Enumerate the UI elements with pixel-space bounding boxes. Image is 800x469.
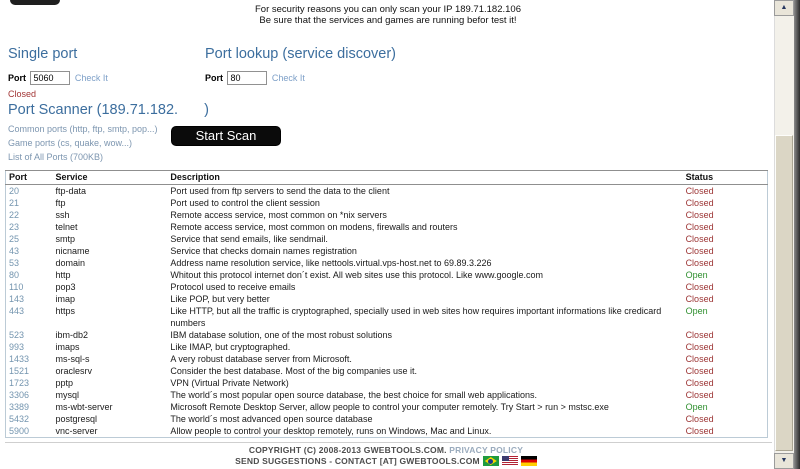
cell-port: 53 [9,258,20,268]
table-row [6,377,768,389]
usa-flag-canton [502,456,509,461]
column-header-service: Service [52,171,167,185]
port-scanner-title [8,102,209,118]
cell-description: Allow people to control your desktop remotely, runs on Windows, Mac and Linux. [170,426,492,436]
scan-links [8,124,158,166]
table-header-row [6,171,768,185]
cell-port: 143 [9,294,25,304]
logo-fragment [10,0,60,5]
table-row [6,197,768,209]
table-row [6,425,768,438]
cell-status: Closed [685,222,714,232]
cell-port: 22 [9,210,20,220]
cell-status: Closed [685,342,714,352]
cell-port: 5432 [9,414,30,424]
security-note-line1: For security reasons you can only scan your IP 189.71.182.106 [255,4,521,15]
footer-divider [5,442,772,443]
cell-service: imap [55,294,75,304]
cell-port: 20 [9,186,20,196]
cell-port: 25 [9,234,20,244]
cell-description: IBM database solution, one of the most robust solutions [170,330,392,340]
cell-description: The world´s most popular open source database, the best choice for small web applications. [170,390,538,400]
cell-status: Closed [685,330,714,340]
all-ports-link[interactable]: List of All Ports (700KB) [8,152,104,162]
cell-service: ftp-data [55,186,86,196]
cell-status: Closed [685,198,714,208]
cell-service: https [55,306,75,316]
table-row [6,353,768,365]
cell-status: Closed [685,294,714,304]
game-ports-link[interactable]: Game ports (cs, quake, wow...) [8,138,133,148]
ports-table [5,170,768,438]
table-row [6,233,768,245]
cell-service: domain [55,258,85,268]
cell-status: Closed [685,354,714,364]
ports-table-body [6,185,768,438]
table-row [6,389,768,401]
cell-status: Closed [685,426,714,436]
cell-status: Closed [685,210,714,220]
cell-service: ssh [55,210,70,220]
cell-service: postgresql [55,414,97,424]
cell-status: Closed [685,234,714,244]
port-lookup-input[interactable] [227,71,267,85]
cell-status: Open [685,306,708,316]
cell-description: Address name resolution service, like nettools.virtual.vps-host.net to 69.89.3.226 [170,258,492,268]
window-edge [794,0,800,469]
cell-service: smtp [55,234,75,244]
germany-flag[interactable] [521,456,537,466]
cell-service: ms-wbt-server [55,402,113,412]
cell-description: A very robust database server from Microsoft. [170,354,352,364]
cell-port: 1723 [9,378,30,388]
cell-status: Closed [685,246,714,256]
table-row [6,329,768,341]
cell-port: 21 [9,198,20,208]
cell-status: Closed [685,390,714,400]
cell-service: ibm-db2 [55,330,88,340]
cell-status: Closed [685,414,714,424]
common-ports-link[interactable]: Common ports (http, ftp, smtp, pop...) [8,124,158,134]
cell-service: pop3 [55,282,76,292]
table-row [6,221,768,233]
copyright-text: COPYRIGHT (C) 2008-2013 GWEBTOOLS.COM. [248,445,447,455]
single-port-result: Closed [8,89,37,99]
cell-port: 993 [9,342,25,352]
cell-description: Protocol used to receive emails [170,282,296,292]
column-header-port: Port [6,171,53,185]
security-note [88,4,688,26]
port-scanner-title-suffix: ) [204,102,209,118]
cell-description: Consider the best database. Most of the big companies use it. [170,366,417,376]
table-row [6,365,768,377]
scrollbar-thumb[interactable] [775,135,793,451]
cell-service: ms-sql-s [55,354,90,364]
cell-service: ftp [55,198,66,208]
port-lookup-title: Port lookup (service discover) [205,46,396,62]
cell-description: Port used from ftp servers to send the data to the client [170,186,390,196]
port-lookup-form [205,68,305,86]
single-port-check-link[interactable]: Check It [74,73,108,83]
cell-description: Like POP, but very better [170,294,270,304]
brazil-flag[interactable] [483,456,499,466]
cell-description: Service that checks domain names registration [170,246,357,256]
usa-flag[interactable] [502,456,518,466]
cell-port: 1433 [9,354,30,364]
column-header-description: Description [167,171,682,185]
cell-status: Open [685,402,708,412]
contact-text: SEND SUGGESTIONS - CONTACT [AT] GWEBTOOLS.COM [235,456,480,466]
cell-port: 5900 [9,426,30,436]
cell-status: Closed [685,366,714,376]
single-port-title: Single port [8,46,78,62]
cell-port: 3389 [9,402,30,412]
cell-port: 1521 [9,366,30,376]
port-lookup-check-link[interactable]: Check It [271,73,305,83]
last-octet-input[interactable] [178,103,204,117]
cell-service: vnc-server [55,426,98,436]
table-row [6,245,768,257]
cell-service: oraclesrv [55,366,92,376]
cell-status: Closed [685,186,714,196]
cell-description: Whitout this protocol internet don´t exist. All web sites use this protocol. Like www.google.com [170,270,544,280]
cell-description: VPN (Virtual Private Network) [170,378,289,388]
table-row [6,269,768,281]
cell-status: Closed [685,258,714,268]
table-row [6,293,768,305]
table-row [6,401,768,413]
table-row [6,413,768,425]
footer-contact-line [0,456,772,466]
cell-port: 80 [9,270,20,280]
security-note-line2: Be sure that the services and games are running befor test it! [259,15,517,26]
table-row [6,281,768,293]
table-row [6,185,768,198]
cell-description: Remote access service, most common on modens, firewalls and routers [170,222,458,232]
privacy-policy-link[interactable]: PRIVACY POLICY [449,445,524,455]
table-row [6,341,768,353]
port-lookup-label: Port [205,73,223,83]
column-header-status: Status [683,171,768,185]
single-port-label: Port [8,73,26,83]
cell-description: The world´s most advanced open source database [170,414,373,424]
cell-service: pptp [55,378,73,388]
cell-description: Port used to control the client session [170,198,320,208]
cell-port: 110 [9,282,24,292]
table-row [6,305,768,329]
single-port-form [8,68,108,86]
scrollbar-down-button[interactable]: ▼ [774,453,794,469]
cell-status: Closed [685,282,714,292]
cell-port: 523 [9,330,25,340]
cell-service: imaps [55,342,80,352]
cell-service: http [55,270,71,280]
cell-port: 43 [9,246,20,256]
cell-port: 443 [9,306,25,316]
cell-service: nicname [55,246,90,256]
cell-description: Remote access service, most common on *nix servers [170,210,387,220]
single-port-input[interactable] [30,71,70,85]
cell-service: telnet [55,222,78,232]
cell-port: 23 [9,222,20,232]
start-scan-button[interactable]: Start Scan [171,126,281,146]
cell-status: Closed [685,378,714,388]
cell-status: Open [685,270,708,280]
cell-description: Service that send emails, like sendmail. [170,234,328,244]
scrollbar-up-button[interactable]: ▲ [774,0,794,16]
table-row [6,209,768,221]
port-scanner-title-prefix: Port Scanner (189.71.182. [8,102,179,118]
brazil-flag-globe [488,459,493,464]
table-row [6,257,768,269]
cell-service: mysql [55,390,79,400]
cell-port: 3306 [9,390,30,400]
cell-description: Like HTTP, but all the traffic is cryptographed, specially used in web sites how requires important informations like credicard numbers [170,306,662,328]
cell-description: Microsoft Remote Desktop Server, allow people to control your computer remotely. Try Start > run > mstsc.exe [170,402,609,412]
cell-description: Like IMAP, but cryptographed. [170,342,291,352]
footer-copyright-line [0,445,772,455]
